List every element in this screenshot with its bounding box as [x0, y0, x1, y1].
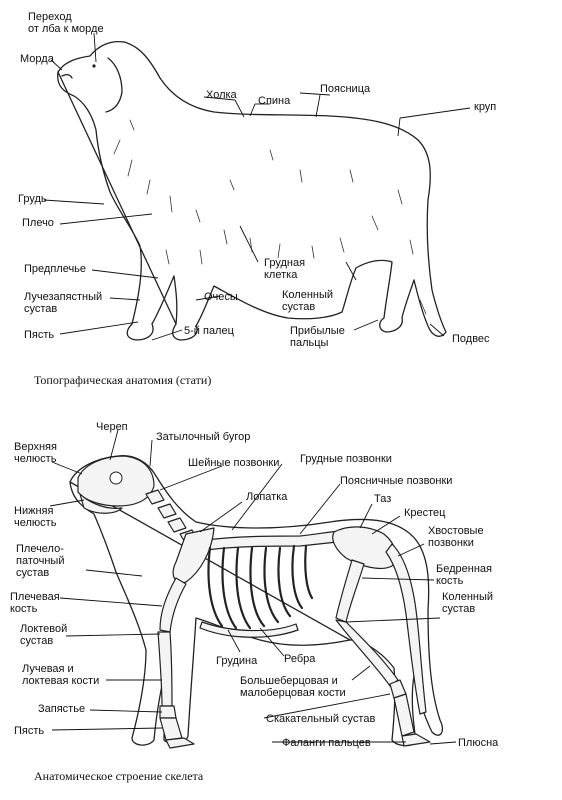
label-line: Подвес: [452, 333, 490, 345]
label-chest: [18, 193, 47, 205]
label-line: Предплечье: [24, 263, 87, 275]
label-lumbar: [340, 475, 452, 487]
label-line: Ребра: [284, 653, 316, 665]
label-thorax: [264, 257, 305, 281]
label-line: Коленный: [282, 289, 334, 301]
label-shoulder: [22, 217, 54, 229]
label-tibia: [240, 675, 346, 699]
label-knee: [442, 591, 493, 615]
label-pastern: [24, 329, 54, 341]
label-metatarsus: [458, 737, 499, 749]
label-line: сустав: [442, 603, 476, 615]
label-line: Верхняя: [14, 441, 57, 453]
label-line: от лба к морде: [28, 23, 104, 35]
caption-skeleton: Анатомическое строение скелета: [34, 769, 204, 783]
label-line: локтевая кости: [22, 675, 100, 687]
label-line: Запястье: [38, 703, 86, 715]
label-humerus: [10, 591, 60, 615]
label-back: [258, 95, 291, 107]
label-line: Шейные позвонки: [188, 457, 280, 469]
label-line: сустав: [282, 301, 316, 313]
label-line: Плюсна: [458, 737, 499, 749]
label-metacarpus: [14, 725, 44, 737]
label-line: Плечевая: [10, 591, 60, 603]
caption-topography: Топографическая анатомия (стати): [34, 373, 212, 387]
label-elbow: [20, 623, 67, 647]
label-line: кость: [10, 603, 38, 615]
label-loin: [320, 83, 371, 95]
label-line: челюсть: [14, 517, 57, 529]
label-line: позвонки: [428, 537, 474, 549]
label-femur: [436, 563, 492, 587]
label-tail: [452, 333, 490, 345]
label-line: Грудь: [18, 193, 47, 205]
label-fifth-toe: [184, 325, 235, 337]
label-line: пальцы: [290, 337, 329, 349]
label-line: 5-й палец: [184, 325, 234, 337]
label-line: паточный: [16, 555, 65, 567]
label-radius-ulna: [22, 663, 99, 687]
label-line: Крестец: [404, 507, 446, 519]
label-line: Лучезапястный: [24, 291, 103, 303]
label-line: сустав: [16, 567, 50, 579]
label-line: Поясничные позвонки: [340, 475, 453, 487]
label-sternum: [216, 655, 258, 667]
label-carpus: [38, 703, 85, 715]
label-line: Коленный: [442, 591, 494, 603]
label-thoracic: [300, 453, 392, 465]
label-lower-jaw: [14, 505, 57, 529]
label-line: сустав: [24, 303, 58, 315]
label-occiput: [156, 431, 250, 443]
label-line: Скакательный сустав: [266, 713, 376, 725]
label-line: Прибылые: [290, 325, 345, 337]
label-line: круп: [474, 101, 497, 113]
label-line: Пясть: [24, 329, 55, 341]
label-shoulder-joint: [16, 543, 64, 579]
label-phalanges: [282, 737, 371, 749]
label-upper-jaw: [14, 441, 57, 465]
label-cervical: [188, 457, 279, 469]
label-line: Плечело-: [16, 543, 64, 555]
label-pelvis: [374, 493, 391, 505]
label-caudal: [428, 525, 484, 549]
label-hock: [266, 713, 375, 725]
label-withers: [206, 89, 238, 101]
label-stifle: [282, 289, 333, 313]
label-line: Нижняя: [14, 505, 54, 517]
label-line: Холка: [206, 89, 237, 101]
label-dewclaws: [290, 325, 345, 349]
label-line: Затылочный бугор: [156, 431, 251, 443]
label-line: Пясть: [14, 725, 45, 737]
label-line: Череп: [96, 421, 128, 433]
label-line: клетка: [264, 269, 298, 281]
dog-topography-drawing: [58, 42, 446, 340]
label-line: сустав: [20, 635, 54, 647]
label-skull: [96, 421, 128, 433]
label-line: Фаланги пальцев: [282, 737, 371, 749]
label-line: Лучевая и: [22, 663, 74, 675]
label-muzzle: [20, 53, 55, 65]
label-forearm: [24, 263, 86, 275]
label-line: Грудная: [264, 257, 306, 269]
label-line: челюсть: [14, 453, 57, 465]
label-line: Морда: [20, 53, 54, 65]
label-ribs: [284, 653, 316, 665]
label-line: малоберцовая кости: [240, 687, 346, 699]
label-feathering: [204, 291, 238, 303]
label-line: Грудные позвонки: [300, 453, 392, 465]
label-line: Лопатка: [246, 491, 288, 503]
label-line: Большеберцовая и: [240, 675, 338, 687]
label-scapula: [246, 491, 288, 503]
label-wrist: [24, 291, 102, 315]
label-line: Локтевой: [20, 623, 68, 635]
label-line: Бедренная: [436, 563, 492, 575]
label-line: кость: [436, 575, 464, 587]
label-line: Плечо: [22, 217, 54, 229]
label-line: Спина: [258, 95, 291, 107]
label-line: Хвостовые: [428, 525, 484, 537]
label-line: Таз: [374, 493, 392, 505]
label-line: Грудина: [216, 655, 258, 667]
label-sacrum: [404, 507, 446, 519]
label-line: Очесы: [204, 291, 238, 303]
label-transition: [28, 11, 104, 35]
top-labels: [18, 11, 496, 349]
label-line: Поясница: [320, 83, 371, 95]
label-croup: [474, 101, 496, 113]
label-line: Переход: [28, 11, 72, 23]
